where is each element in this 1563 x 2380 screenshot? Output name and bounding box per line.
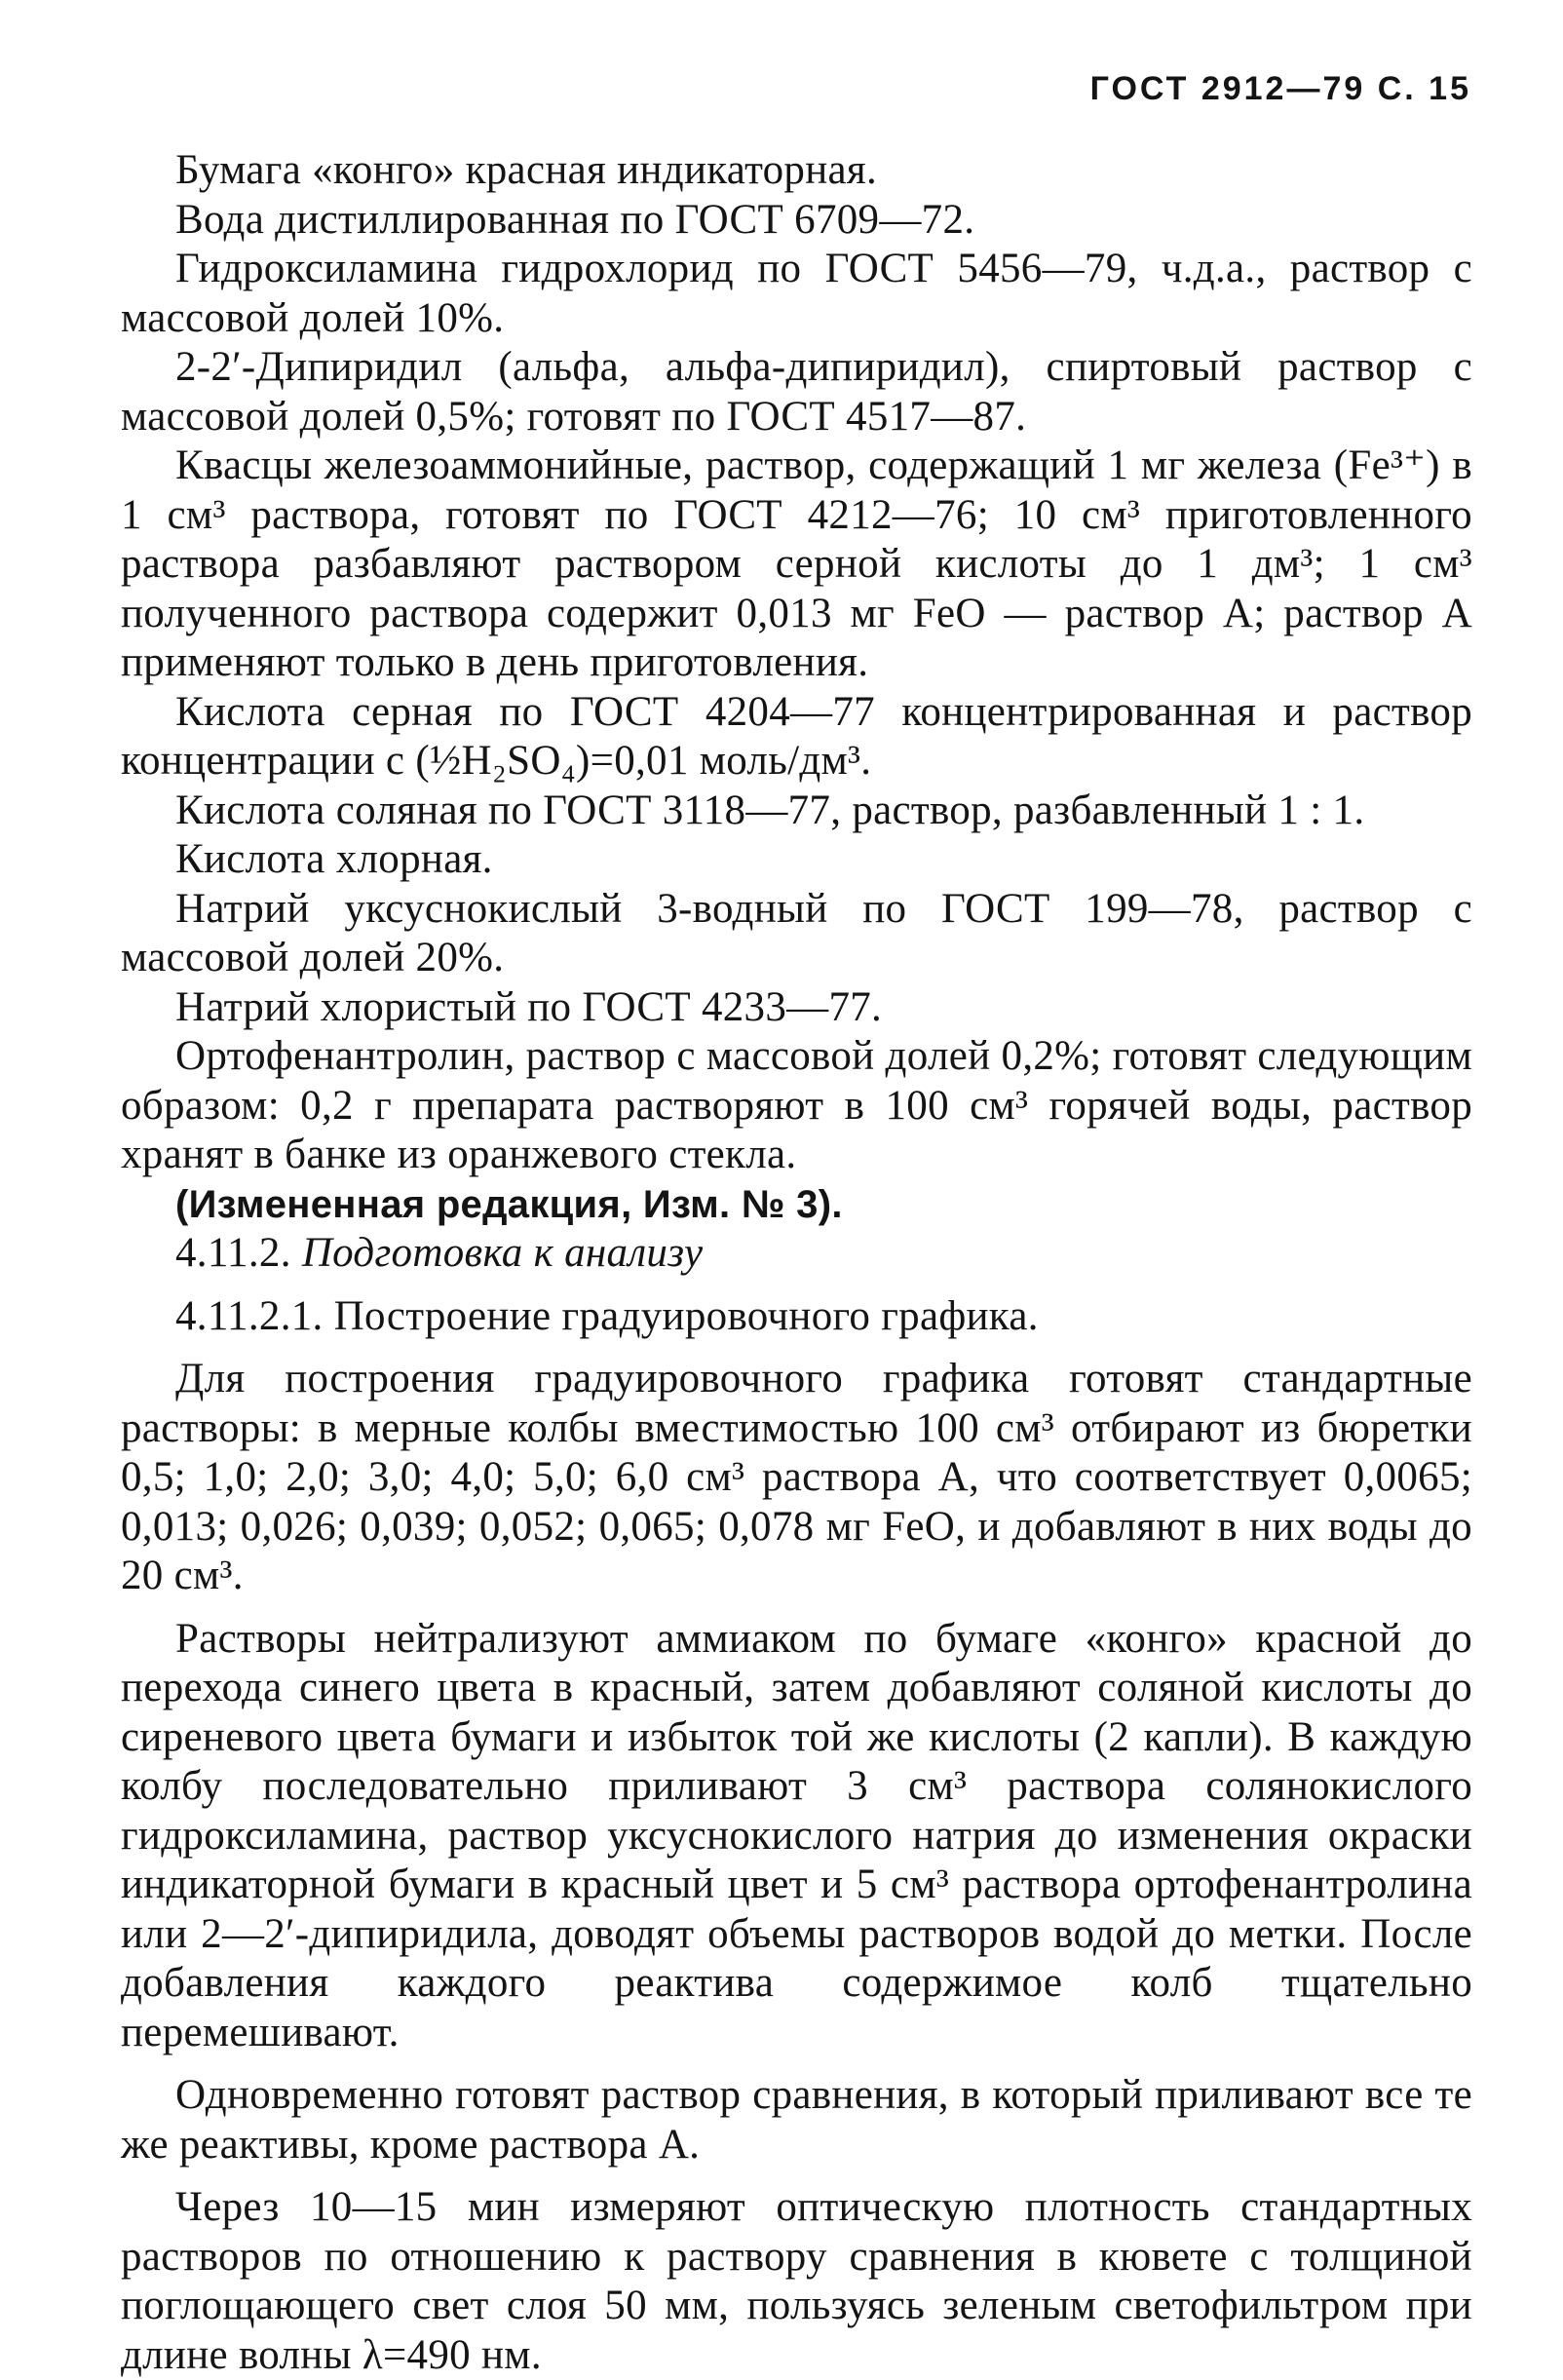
section-title: Подготовка к анализу — [301, 1230, 704, 1276]
section-number: 4.11.2. — [175, 1230, 291, 1276]
paragraph-hydroxylamine: Гидроксиламина гидрохлорид по ГОСТ 5456—79, ч.д.а., раствор с массовой долей 10%. — [121, 246, 1472, 341]
paragraph-iron-alum: Квасцы железоаммонийные, раствор, содержащий 1 мг железа (Fe³⁺) в 1 см³ раствора, готовят по ГОСТ 4212—76; 10 см³ приготовленного раствора разбавляют раствором серной кислоты до 1 дм³; 1 см³ полученного раствора содержит 0,013 мг FeO — раствор А; раствор А применяют только в день приготовления. — [121, 442, 1472, 685]
paragraph-perchloric-acid: Кислота хлорная. — [175, 836, 493, 882]
paragraph-neutralization: Растворы нейтрализуют аммиаком по бумаге «конго» красной до перехода синего цвета в красный, затем добавляют соляной кислоты до сиреневого цвета бумаги и избыток той же кислоты (2 капли). В каждую колбу последовательно приливают 3 см³ раствора солянокислого гидроксиламина, раствор уксуснокислого натрия до изменения окраски индикаторной бумаги в красный цвет и 5 см³ раствора ортофенантролина или 2—2′-дипиридила, доводят объемы растворов водой до метки. После добавления каждого реактива содержимое колб тщательно перемешивают. — [121, 1615, 1472, 2055]
paragraph-reference-solution: Одновременно готовят раствор сравнения, в который приливают все те же реактивы, кроме раствора А. — [121, 2072, 1472, 2168]
paragraph-congo-paper: Бумага «конго» красная индикаторная. — [175, 147, 878, 193]
section-heading — [121, 1229, 1472, 1279]
page-header: ГОСТ 2912—79 С. 15 — [1089, 70, 1471, 107]
amendment-note: (Измененная редакция, Изм. № 3). — [175, 1182, 843, 1226]
subsection-heading: 4.11.2.1. Построение градуировочного графика. — [175, 1292, 1039, 1339]
paragraph-orthophenanthroline: Ортофенантролин, раствор с массовой долей 0,2%; готовят следующим образом: 0,2 г препарата растворяют в 100 см³ горячей воды, раствор хранят в банке из оранжевого стекла. — [121, 1033, 1472, 1177]
paragraph-dipyridyl: 2-2′-Дипиридил (альфа, альфа-дипиридил), спиртовый раствор с массовой долей 0,5%; готовят по ГОСТ 4517—87. — [121, 344, 1472, 440]
paragraph-sodium-acetate: Натрий уксуснокислый 3-водный по ГОСТ 199—78, раствор с массовой долей 20%. — [121, 885, 1472, 980]
paragraph-sulfuric-acid: Кислота серная по ГОСТ 4204—77 концентрированная и раствор концентрации с (½H₂SO₄)=0,01 моль/дм³. — [121, 688, 1472, 784]
document-body — [121, 146, 1472, 2380]
paragraph-distilled-water: Вода дистиллированная по ГОСТ 6709—72. — [175, 196, 975, 243]
paragraph-hydrochloric-acid: Кислота соляная по ГОСТ 3118—77, раствор, разбавленный 1 : 1. — [175, 787, 1365, 833]
paragraph-optical-density: Через 10—15 мин измеряют оптическую плотность стандартных растворов по отношению к раствору сравнения в кювете с толщиной поглощающего свет слоя 50 мм, пользуясь зеленым светофильтром при длине волны λ=490 нм. — [121, 2184, 1472, 2378]
paragraph-standard-solutions: Для построения градуировочного графика готовят стандартные растворы: в мерные колбы вместимостью 100 см³ отбирают из бюретки 0,5; 1,0; 2,0; 3,0; 4,0; 5,0; 6,0 см³ раствора А, что соответствует 0,0065; 0,013; 0,026; 0,039; 0,052; 0,065; 0,078 мг FeO, и добавляют в них воды до 20 см³. — [121, 1356, 1472, 1598]
paragraph-sodium-chloride: Натрий хлористый по ГОСТ 4233—77. — [175, 983, 883, 1030]
